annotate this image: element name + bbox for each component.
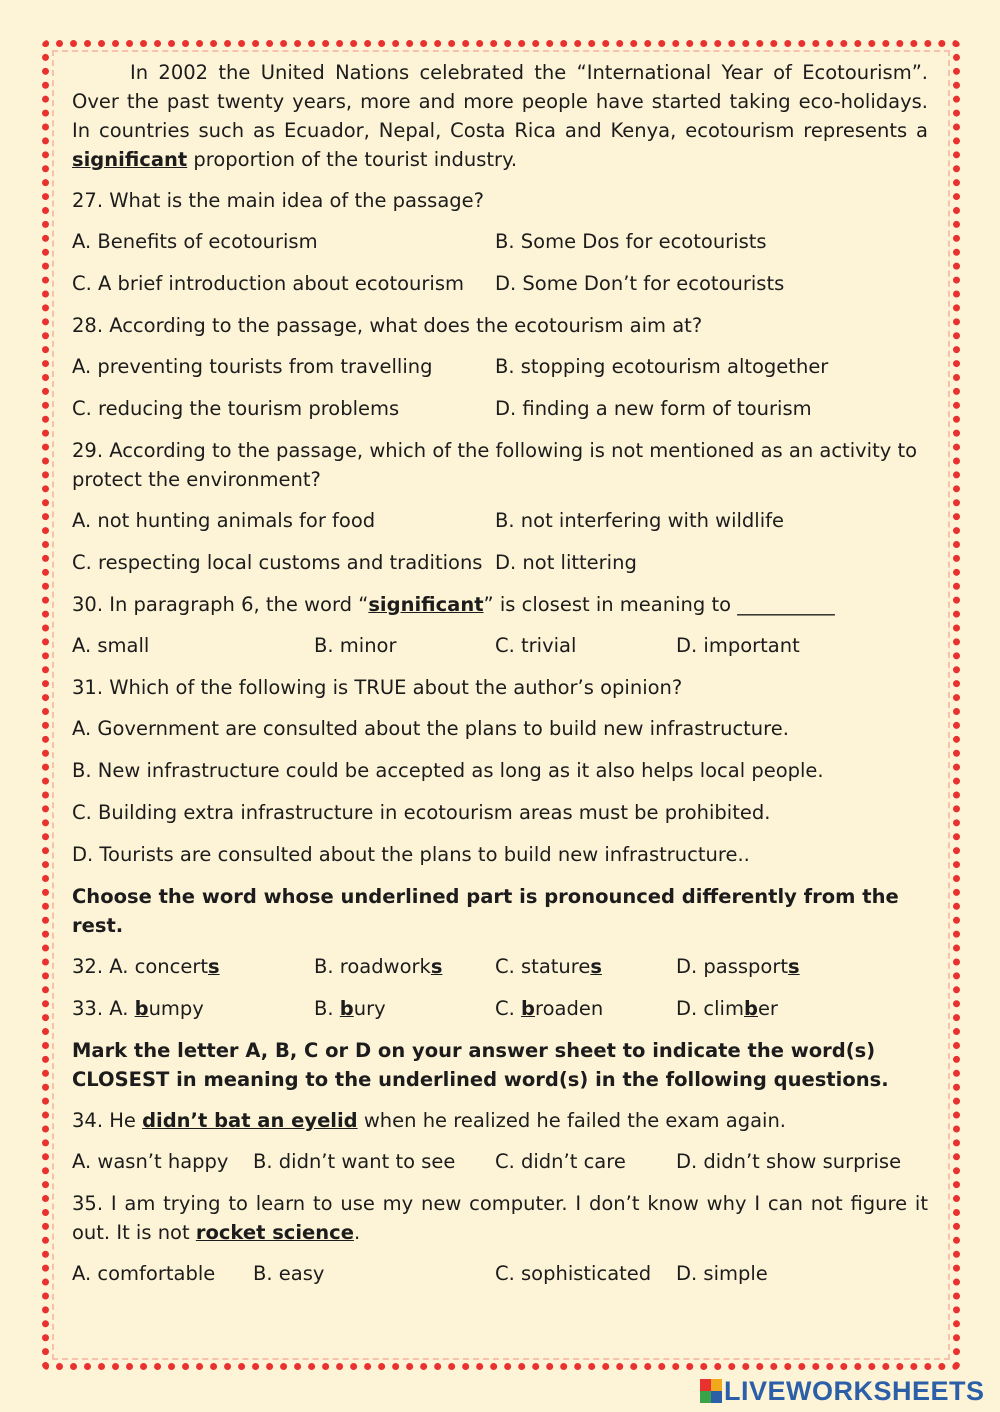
q30-option-b[interactable]: B. minor [314,634,397,657]
q30-stem-pre: 30. In paragraph 6, the word “ [72,593,369,616]
q34-stem-post: when he realized he failed the exam again. [357,1109,787,1132]
passage-text-1: In 2002 the United Nations celebrated the “International Year of Ecotourism”. Over the past twenty years, more and more people have started taking eco-holidays. In countries such as Ecuador, Nepal, Costa Rica and Kenya, ecotourism represents a [72,61,928,142]
q34-option-d[interactable]: D. didn’t show surprise [676,1150,902,1173]
question-30 [72,590,928,619]
q30-stem-word: significant [368,593,484,616]
q34-options-row [72,1147,928,1176]
q33-option-c[interactable] [495,994,676,1023]
q32-option-b[interactable] [314,952,495,981]
q28-option-c[interactable]: C. reducing the tourism problems [72,397,400,420]
q32-d-underlined: s [788,955,800,978]
q32-b-underlined: s [430,955,443,978]
reading-passage [72,58,928,174]
q27-options-row-2 [72,269,928,298]
q33-b-underlined: b [339,997,354,1020]
q33-d-pre: D. clim [676,997,744,1020]
instruction-pronunciation: Choose the word whose underlined part is pronounced differently from the rest. [72,885,899,937]
question-28: 28. According to the passage, what does the ecotourism aim at? [72,314,703,337]
q35-stem-pre: 35. I am trying to learn to use my new computer. I don’t know why I can not figure it out. It is not [72,1192,928,1244]
q28-options-row-2 [72,394,928,423]
q34-stem-pre: 34. He [72,1109,143,1132]
q34-option-b[interactable]: B. didn’t want to see [253,1150,456,1173]
question-35 [72,1189,928,1247]
q32-c-underlined: s [590,955,602,978]
q29-option-d[interactable]: D. not littering [495,551,637,574]
q31-option-b[interactable]: B. New infrastructure could be accepted as long as it also helps local people. [72,759,824,782]
passage-highlight-word: significant [72,148,188,171]
q33-option-d[interactable] [676,994,928,1023]
q27-option-b[interactable]: B. Some Dos for ecotourists [495,230,767,253]
worksheet-content [72,58,928,1301]
q31-option-d[interactable]: D. Tourists are consulted about the plans to build new infrastructure.. [72,843,750,866]
q35-stem-post: . [353,1221,361,1244]
q32-option-d[interactable] [676,952,928,981]
q28-option-b[interactable]: B. stopping ecotourism altogether [495,355,829,378]
q31-option-a[interactable]: A. Government are consulted about the plans to build new infrastructure. [72,717,789,740]
q33-c-pre: C. [495,997,522,1020]
question-27: 27. What is the main idea of the passage? [72,189,484,212]
question-34 [72,1106,928,1135]
question-31: 31. Which of the following is TRUE about the author’s opinion? [72,676,683,699]
q33-options-row [72,994,928,1023]
q27-option-d[interactable]: D. Some Don’t for ecotourists [495,272,785,295]
q28-option-a[interactable]: A. preventing tourists from travelling [72,355,433,378]
q33-c-underlined: b [521,997,535,1020]
q32-option-c[interactable] [495,952,676,981]
q33-d-underlined: b [743,997,758,1020]
q33-a-pre: 33. A. [72,997,135,1020]
q27-option-a[interactable]: A. Benefits of ecotourism [72,230,318,253]
q35-options-row [72,1259,928,1288]
q33-d-post: er [757,997,778,1020]
question-29: 29. According to the passage, which of the following is not mentioned as an activity to protect the environment? [72,439,918,491]
q32-a-text: 32. A. concert [72,955,208,978]
q28-option-d[interactable]: D. finding a new form of tourism [495,397,812,420]
q32-d-text: D. passport [676,955,789,978]
q33-b-pre: B. [314,997,340,1020]
q32-a-underlined: s [208,955,220,978]
q33-c-post: roaden [534,997,604,1020]
passage-text-2: proportion of the tourist industry. [187,148,518,171]
q33-a-underlined: b [134,997,149,1020]
q29-options-row-1 [72,506,928,535]
q30-option-d[interactable]: D. important [676,634,800,657]
q33-option-b[interactable] [314,994,495,1023]
q35-option-b[interactable]: B. easy [253,1262,325,1285]
q32-options-row [72,952,928,981]
q31-option-c[interactable]: C. Building extra infrastructure in ecotourism areas must be prohibited. [72,801,771,824]
q30-stem-post: ” is closest in meaning to __________ [483,593,835,616]
q29-option-a[interactable]: A. not hunting animals for food [72,509,376,532]
q27-options-row-1 [72,227,928,256]
q30-option-a[interactable]: A. small [72,634,150,657]
q32-b-text: B. roadwork [314,955,431,978]
q29-option-b[interactable]: B. not interfering with wildlife [495,509,785,532]
q29-options-row-2 [72,548,928,577]
q35-stem-underlined: rocket science [195,1221,354,1244]
q29-option-c[interactable]: C. respecting local customs and traditions [72,551,483,574]
instruction-closest-meaning: Mark the letter A, B, C or D on your answer sheet to indicate the word(s) CLOSEST in meaning to the underlined word(s) in the following questions. [72,1039,889,1091]
q27-option-c[interactable]: C. A brief introduction about ecotourism [72,272,465,295]
liveworksheets-logo [700,1376,985,1406]
q32-c-text: C. stature [495,955,591,978]
q34-option-c[interactable]: C. didn’t care [495,1150,626,1173]
q28-options-row-1 [72,352,928,381]
q34-stem-underlined: didn’t bat an eyelid [142,1109,358,1132]
q32-option-a[interactable] [72,952,314,981]
q33-a-post: umpy [148,997,204,1020]
q30-options-row [72,631,928,660]
q33-b-post: ury [353,997,386,1020]
q35-option-a[interactable]: A. comfortable [72,1262,216,1285]
liveworksheets-logo-text: LIVEWORKSHEETS [724,1375,985,1406]
liveworksheets-logo-icon [700,1379,722,1403]
q33-option-a[interactable] [72,994,314,1023]
q35-option-d[interactable]: D. simple [676,1262,768,1285]
q34-option-a[interactable]: A. wasn’t happy [72,1150,229,1173]
q35-option-c[interactable]: C. sophisticated [495,1262,652,1285]
q30-option-c[interactable]: C. trivial [495,634,577,657]
